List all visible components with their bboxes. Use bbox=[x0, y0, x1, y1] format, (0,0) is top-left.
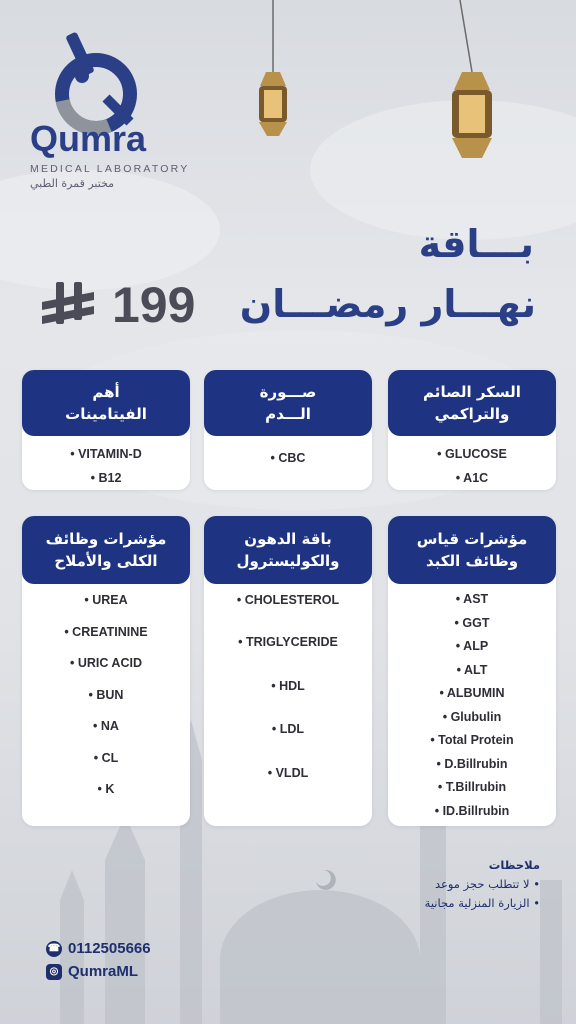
test-item: • GLUCOSE bbox=[437, 447, 507, 461]
instagram-contact[interactable] bbox=[46, 963, 138, 980]
package-card bbox=[388, 370, 556, 490]
title-line: السكر الصائم bbox=[423, 383, 521, 401]
note-item: • الزيارة المنزلية مجانية bbox=[424, 896, 540, 910]
phone-icon: ☎ bbox=[46, 941, 62, 957]
title-line: الـــدم bbox=[265, 405, 311, 423]
lantern-icon bbox=[436, 0, 506, 180]
title-line: صـــورة bbox=[259, 383, 317, 401]
title-line: مؤشرات قياس bbox=[416, 530, 528, 548]
test-item: • NA bbox=[93, 719, 119, 733]
title-line: والكوليسترول bbox=[236, 552, 340, 570]
instagram-icon: ◎ bbox=[46, 964, 62, 980]
test-item: • BUN bbox=[88, 687, 124, 702]
package-title bbox=[388, 516, 556, 584]
phone-contact[interactable] bbox=[46, 940, 151, 957]
test-item: • ALBUMIN bbox=[439, 686, 505, 700]
package-title bbox=[204, 516, 372, 584]
test-item: • T.Billrubin bbox=[437, 780, 507, 794]
test-item: • ALP bbox=[455, 639, 489, 653]
brand-subtitle: MEDICAL LABORATORY bbox=[30, 163, 190, 175]
test-item: • VLDL bbox=[267, 766, 309, 780]
test-item: • VITAMIN-D bbox=[70, 447, 142, 461]
test-item: • AST bbox=[455, 592, 489, 606]
test-item: • URIC ACID bbox=[70, 656, 142, 670]
test-item: • A1C bbox=[455, 471, 489, 485]
price: 199 bbox=[112, 277, 196, 333]
title-line: وظائف الكبد bbox=[425, 552, 519, 570]
brand-name: Qumra bbox=[30, 118, 147, 159]
test-item: • CL bbox=[93, 750, 119, 765]
note-text: لا تتطلب حجز موعد bbox=[434, 877, 530, 891]
note-item: • لا تتطلب حجز موعد bbox=[434, 877, 540, 891]
package-card bbox=[204, 370, 372, 490]
package-title bbox=[388, 370, 556, 436]
package-card bbox=[22, 370, 190, 490]
test-item: • ID.Billrubin bbox=[434, 803, 510, 818]
lantern-icon bbox=[248, 0, 298, 150]
package-title bbox=[22, 370, 190, 436]
notes-section bbox=[425, 856, 540, 913]
test-item: • GGT bbox=[454, 615, 490, 630]
note-text: الزيارة المنزلية مجانية bbox=[424, 896, 530, 910]
test-item: • D.Billrubin bbox=[436, 756, 508, 771]
phone-number: 0112505666 bbox=[68, 940, 151, 957]
notes-heading: ملاحظات bbox=[488, 858, 540, 872]
instagram-handle: QumraML bbox=[68, 963, 139, 980]
package-card bbox=[204, 516, 372, 826]
brand-arabic-name: مختبر قمرة الطبي bbox=[30, 177, 115, 190]
package-card bbox=[22, 516, 190, 826]
title-line: والتراكمي bbox=[434, 405, 510, 423]
test-item: • HDL bbox=[271, 679, 305, 693]
test-item: • LDL bbox=[271, 722, 305, 736]
test-item: • CHOLESTEROL bbox=[236, 593, 340, 607]
title-line: باقة الدهون bbox=[244, 530, 332, 548]
package-title bbox=[22, 516, 190, 584]
riyal-currency-icon bbox=[40, 280, 98, 328]
test-item: • UREA bbox=[84, 593, 128, 607]
test-item: • Total Protein bbox=[430, 733, 514, 747]
test-item: • Glubulin bbox=[442, 709, 502, 724]
test-item: • ALT bbox=[456, 662, 488, 677]
test-item: • CBC bbox=[270, 451, 306, 465]
package-title bbox=[204, 370, 372, 436]
test-item: • CREATININE bbox=[64, 624, 148, 639]
package-card bbox=[388, 516, 556, 826]
title-line: مؤشرات وظائف bbox=[45, 530, 167, 548]
headline-line2: نهـــار رمضـــان bbox=[239, 282, 536, 326]
title-line: أهم bbox=[92, 383, 120, 401]
title-line: الفيتامينات bbox=[65, 405, 147, 423]
test-item: • TRIGLYCERIDE bbox=[238, 635, 338, 649]
test-item: • K bbox=[97, 782, 115, 796]
test-item: • B12 bbox=[90, 471, 122, 485]
title-line: الكلى والأملاح bbox=[54, 552, 158, 570]
headline-line1: بـــاقة bbox=[418, 222, 534, 266]
